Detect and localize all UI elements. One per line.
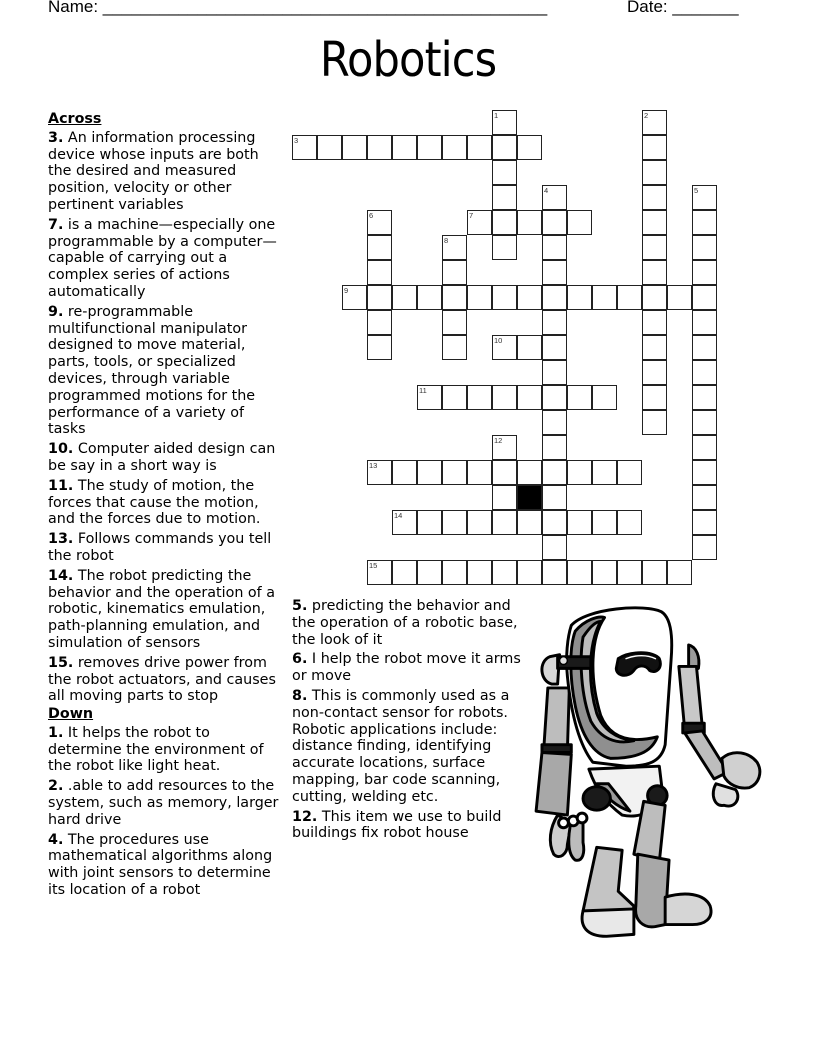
grid-cell[interactable] <box>467 560 492 585</box>
grid-cell[interactable] <box>492 185 517 210</box>
grid-cell[interactable] <box>367 335 392 360</box>
clue-text: This item we use to build buildings fix robot house <box>292 808 502 842</box>
grid-cell[interactable] <box>517 285 542 310</box>
grid-cell[interactable] <box>642 110 667 135</box>
clue-down-2 <box>48 778 284 828</box>
clue-across-9 <box>48 304 284 438</box>
cell-number: 14 <box>394 511 403 520</box>
clue-text: The study of motion, the forces that cause the motion, and the forces due to motion. <box>48 477 261 528</box>
cell-number: 7 <box>469 211 474 220</box>
clue-number: 2. <box>48 778 64 795</box>
cell-number: 5 <box>694 186 699 195</box>
clue-number: 5. <box>292 598 308 614</box>
grid-cell[interactable] <box>542 510 567 535</box>
clue-text: It helps the robot to determine the environment of the robot like light heat. <box>48 724 264 775</box>
grid-cell[interactable] <box>517 135 542 160</box>
cell-number: 4 <box>544 186 549 195</box>
grid-cell[interactable] <box>692 460 717 485</box>
grid-cell[interactable] <box>492 160 517 185</box>
grid-cell[interactable] <box>517 510 542 535</box>
grid-cell[interactable] <box>542 560 567 585</box>
clue-across-10 <box>48 441 284 475</box>
grid-cell[interactable] <box>692 210 717 235</box>
grid-cell[interactable] <box>367 560 392 585</box>
grid-cell[interactable] <box>667 560 692 585</box>
grid-cell[interactable] <box>492 435 517 460</box>
grid-cell[interactable] <box>692 385 717 410</box>
grid-cell[interactable] <box>692 410 717 435</box>
clue-text: re-programmable multifunctional manipulator designed to move material, parts, tools, or specialized devices, through variable programmed motions for the performance of a variety of tasks <box>48 303 256 438</box>
grid-cell[interactable] <box>692 260 717 285</box>
grid-cell[interactable] <box>442 385 467 410</box>
clue-text: Computer aided design can be say in a short way is <box>48 441 276 474</box>
grid-cell[interactable] <box>542 210 567 235</box>
grid-cell[interactable] <box>442 335 467 360</box>
grid-cell[interactable] <box>692 285 717 310</box>
grid-cell[interactable] <box>517 560 542 585</box>
grid-cell[interactable] <box>367 235 392 260</box>
clue-text: I help the robot move it arms or move <box>292 651 521 685</box>
cell-number: 2 <box>644 111 649 120</box>
grid-cell[interactable] <box>467 510 492 535</box>
grid-cell[interactable] <box>692 535 717 560</box>
down-heading: Down <box>48 706 94 723</box>
grid-cell[interactable] <box>642 235 667 260</box>
grid-cell[interactable] <box>442 560 467 585</box>
clue-text: predicting the behavior and the operation of a robotic base, the look of it <box>292 598 518 648</box>
grid-cell[interactable] <box>442 260 467 285</box>
grid-cell[interactable] <box>642 385 667 410</box>
clue-down-4 <box>48 832 284 899</box>
grid-cell[interactable] <box>442 510 467 535</box>
grid-cell[interactable] <box>617 560 642 585</box>
grid-cell[interactable] <box>617 285 642 310</box>
grid-cell[interactable] <box>692 310 717 335</box>
clue-number: 7. <box>48 216 64 233</box>
clues-right-column <box>292 598 527 845</box>
grid-cell[interactable] <box>642 560 667 585</box>
grid-cell[interactable] <box>617 510 642 535</box>
grid-cell[interactable] <box>542 435 567 460</box>
clue-number: 4. <box>48 831 64 848</box>
cell-number: 11 <box>419 386 427 395</box>
grid-cell[interactable] <box>392 510 417 535</box>
grid-cell[interactable] <box>642 160 667 185</box>
grid-cell[interactable] <box>642 360 667 385</box>
cell-number: 6 <box>369 211 374 220</box>
grid-cell[interactable] <box>492 135 517 160</box>
grid-cell[interactable] <box>467 210 492 235</box>
cell-number: 13 <box>369 461 378 470</box>
name-field-label: Name: _______________________________________________ <box>48 0 548 16</box>
grid-cell[interactable] <box>417 560 442 585</box>
across-heading: Across <box>48 111 102 127</box>
clue-text: This is commonly used as a non-contact sensor for robots. Robotic applications include: distance finding, identifying accurate locations, surface mapping, bar code scanning, cutting, welding etc. <box>292 687 510 805</box>
clue-text: .able to add resources to the system, such as memory, larger hard drive <box>48 778 279 828</box>
grid-cell[interactable] <box>542 410 567 435</box>
clue-across-11 <box>48 478 284 528</box>
clue-number: 14. <box>48 567 74 584</box>
grid-cell[interactable] <box>667 285 692 310</box>
cell-number: 9 <box>344 286 349 295</box>
grid-cell[interactable] <box>492 335 517 360</box>
clue-number: 6. <box>292 651 308 668</box>
grid-cell[interactable] <box>342 135 367 160</box>
clue-text: An information processing device whose inputs are both the desired and measured position, velocity or other pertinent variables <box>48 129 259 213</box>
cell-number: 12 <box>494 436 503 445</box>
clue-number: 13. <box>48 531 74 548</box>
grid-cell[interactable] <box>417 460 442 485</box>
grid-cell[interactable] <box>367 135 392 160</box>
grid-cell[interactable] <box>642 310 667 335</box>
grid-cell[interactable] <box>692 235 717 260</box>
clue-number: 1. <box>48 724 64 741</box>
grid-cell[interactable] <box>467 460 492 485</box>
grid-cell[interactable] <box>417 135 442 160</box>
grid-cell[interactable] <box>642 185 667 210</box>
grid-cell[interactable] <box>642 285 667 310</box>
grid-cell[interactable] <box>592 460 617 485</box>
grid-cell[interactable] <box>617 460 642 485</box>
clue-down-12 <box>292 809 527 843</box>
grid-cell[interactable] <box>392 560 417 585</box>
clue-text: removes drive power from the robot actuators, and causes all moving parts to stop <box>48 654 276 705</box>
clue-down-8 <box>292 688 527 806</box>
grid-cell[interactable] <box>542 285 567 310</box>
grid-cell[interactable] <box>442 135 467 160</box>
grid-cell[interactable] <box>642 410 667 435</box>
grid-cell[interactable] <box>517 385 542 410</box>
grid-cell[interactable] <box>492 485 517 510</box>
grid-cell[interactable] <box>542 385 567 410</box>
cell-number: 8 <box>444 236 449 245</box>
grid-cell[interactable] <box>417 510 442 535</box>
clue-text: The robot predicting the behavior and the operation of a robotic, kinematics emulation, path-planning emulation, and simulation of sensors <box>48 567 276 651</box>
grid-cell[interactable] <box>467 285 492 310</box>
grid-cell[interactable] <box>492 560 517 585</box>
grid-cell[interactable] <box>692 335 717 360</box>
grid-cell[interactable] <box>417 285 442 310</box>
page-title: Robotics <box>319 32 497 88</box>
grid-cell[interactable] <box>592 285 617 310</box>
black-cell <box>517 485 542 510</box>
grid-cell[interactable] <box>642 135 667 160</box>
grid-cell[interactable] <box>692 435 717 460</box>
grid-cell[interactable] <box>492 110 517 135</box>
clue-text: Follows commands you tell the robot <box>48 531 272 564</box>
clue-across-14 <box>48 568 284 652</box>
grid-cell[interactable] <box>367 460 392 485</box>
grid-cell[interactable] <box>692 185 717 210</box>
grid-cell[interactable] <box>517 460 542 485</box>
clue-number: 3. <box>48 129 64 146</box>
grid-cell[interactable] <box>542 235 567 260</box>
clue-down-6 <box>292 651 527 685</box>
robot-illustration <box>528 598 773 950</box>
grid-cell[interactable] <box>542 185 567 210</box>
grid-cell[interactable] <box>567 460 592 485</box>
grid-cell[interactable] <box>642 335 667 360</box>
grid-cell[interactable] <box>492 510 517 535</box>
grid-cell[interactable] <box>567 510 592 535</box>
cell-number: 15 <box>369 561 378 570</box>
grid-cell[interactable] <box>692 510 717 535</box>
clue-down-1 <box>48 725 284 775</box>
clue-number: 8. <box>292 687 308 704</box>
grid-cell[interactable] <box>392 460 417 485</box>
clue-across-3 <box>48 130 284 214</box>
grid-cell[interactable] <box>567 385 592 410</box>
grid-cell[interactable] <box>492 235 517 260</box>
grid-cell[interactable] <box>542 460 567 485</box>
grid-cell[interactable] <box>442 235 467 260</box>
grid-cell[interactable] <box>542 335 567 360</box>
grid-cell[interactable] <box>642 260 667 285</box>
grid-cell[interactable] <box>367 260 392 285</box>
clue-number: 10. <box>48 441 74 458</box>
grid-cell[interactable] <box>542 310 567 335</box>
grid-cell[interactable] <box>567 285 592 310</box>
grid-cell[interactable] <box>592 560 617 585</box>
cell-number: 3 <box>294 136 299 145</box>
grid-cell[interactable] <box>342 285 367 310</box>
clue-down-5 <box>292 598 527 648</box>
clue-across-7 <box>48 217 284 301</box>
grid-cell[interactable] <box>467 135 492 160</box>
grid-cell[interactable] <box>442 310 467 335</box>
grid-cell[interactable] <box>517 335 542 360</box>
grid-cell[interactable] <box>542 535 567 560</box>
clue-number: 15. <box>48 654 74 671</box>
grid-cell[interactable] <box>492 385 517 410</box>
clue-across-15 <box>48 655 284 705</box>
grid-cell[interactable] <box>367 310 392 335</box>
grid-cell[interactable] <box>542 260 567 285</box>
grid-cell[interactable] <box>492 460 517 485</box>
cell-number: 10 <box>494 336 503 345</box>
grid-cell[interactable] <box>567 560 592 585</box>
grid-cell[interactable] <box>492 285 517 310</box>
grid-cell[interactable] <box>367 210 392 235</box>
clue-text: The procedures use mathematical algorithms along with joint sensors to determine its location of a robot <box>48 831 273 899</box>
grid-cell[interactable] <box>292 135 317 160</box>
grid-cell[interactable] <box>367 285 392 310</box>
clue-across-13 <box>48 531 284 565</box>
grid-cell[interactable] <box>542 360 567 385</box>
grid-cell[interactable] <box>442 285 467 310</box>
grid-cell[interactable] <box>442 460 467 485</box>
grid-cell[interactable] <box>492 210 517 235</box>
date-field-label: Date: _______ <box>627 0 739 16</box>
grid-cell[interactable] <box>392 135 417 160</box>
clue-number: 12. <box>292 808 318 825</box>
grid-cell[interactable] <box>692 360 717 385</box>
grid-cell[interactable] <box>592 510 617 535</box>
grid-cell[interactable] <box>392 285 417 310</box>
clue-number: 11. <box>48 477 74 494</box>
grid-cell[interactable] <box>542 485 567 510</box>
grid-cell[interactable] <box>467 385 492 410</box>
grid-cell[interactable] <box>642 210 667 235</box>
grid-cell[interactable] <box>317 135 342 160</box>
grid-cell[interactable] <box>692 485 717 510</box>
grid-cell[interactable] <box>567 210 592 235</box>
clue-text: is a machine—especially one programmable by a computer— capable of carrying out a complex series of actions automatically <box>48 216 277 300</box>
grid-cell[interactable] <box>417 385 442 410</box>
clues-left-column <box>48 111 284 902</box>
grid-cell[interactable] <box>517 210 542 235</box>
grid-cell[interactable] <box>592 385 617 410</box>
cell-number: 1 <box>494 111 499 120</box>
clue-number: 9. <box>48 303 64 320</box>
